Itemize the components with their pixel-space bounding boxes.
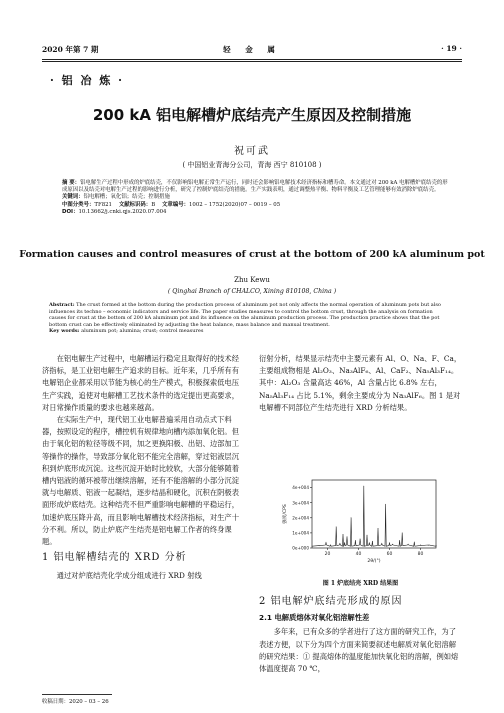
xrd-data-point [343, 534, 344, 535]
article-number: 1002 – 1752(2020)07 – 0019 – 05 [189, 201, 281, 208]
plot-frame [312, 480, 436, 548]
class-code: TF821 [94, 201, 112, 208]
class-label: 中图分类号： [62, 201, 95, 208]
right-para-1: 衍射分析，结果显示结壳中主要元素有 Al、O、Na、F、Ca，主要组成物相是 Al₂O₃、Na₃AlF₆、Al、CaF₂、Na₅Al₃F₁₄。其中：Al₂O₃ 含量高达 46%，Al 含量占比 6.8% 左右，Na₅Al₃F₁₄ 占比 5.1%，剩余主要成分为 Na₃AlF₆。图 1 是对电解槽不同部位产生结壳进行 XRD 分析结果。 [259, 354, 462, 412]
header-rule-bottom [42, 61, 462, 62]
xrd-data-point [351, 517, 352, 518]
xrd-data-point [360, 539, 361, 540]
x-tick-label: 60 [386, 552, 393, 557]
keywords-en: aluminum pot; alumina; crust; control measures [81, 328, 204, 335]
xrd-data-point [355, 540, 356, 541]
y-axis-label: 强度/CPS [283, 504, 288, 524]
keywords-cn-label: 关键词： [62, 194, 84, 201]
xrd-data-point [319, 545, 320, 546]
y-tick-label: 4e+004 [292, 485, 309, 491]
xrd-data-point [336, 526, 337, 527]
xrd-data-point [389, 542, 390, 543]
xrd-data-point [363, 486, 364, 487]
xrd-data-point [420, 545, 421, 546]
doi-label: DOI： [62, 208, 79, 215]
doccode-label: 文献标识码： [118, 201, 152, 208]
left-column [42, 353, 245, 583]
article-label: 文章编号： [162, 201, 189, 208]
xrd-series-line [312, 486, 437, 546]
figure-caption: 图 1 炉底结壳 XRD 结果图 [322, 580, 399, 587]
doccode: B [151, 201, 156, 208]
xrd-data-point [312, 546, 313, 547]
abstract-cn [62, 180, 450, 216]
xrd-data-point [399, 540, 400, 541]
y-tick-label: 0e+000 [292, 545, 309, 551]
xrd-data-point [344, 542, 345, 543]
abstract-en-text: The crust formed at the bottom during the production process of aluminum pot not only affects the normal operation of aluminum pots but also influences its techno – economic indicators and service life. The paper studies measures to control the bottom crust, through the analysis on formation causes for crust at the bottom of 200 kA aluminum pot and its influence on the aluminum production process. The production practice shows that the pot bottom crust can be effectively eliminated by adjusting the heat balance, mass balance and manual treatment. [49, 302, 441, 328]
right-column-bottom [259, 596, 462, 675]
xrd-data-point [392, 544, 393, 545]
xrd-data-point [340, 543, 341, 544]
header-rule-top [42, 59, 462, 60]
xrd-data-point [414, 542, 415, 543]
footnote-rule [42, 694, 112, 695]
journal-name: 轻 金 属 [223, 45, 281, 54]
x-tick-label: 20 [324, 552, 331, 557]
xrd-data-point [326, 542, 327, 543]
keywords-en-label: Key words: [49, 328, 80, 335]
xrd-data-point [381, 543, 382, 544]
xrd-chart [278, 474, 446, 570]
y-tick-label: 3e+004 [292, 500, 309, 506]
section-tag: · 铝 冶 炼 · [50, 74, 124, 87]
doi: 10.13662/j.cnki.qjs.2020.07.004 [78, 208, 167, 215]
xrd-data-point [378, 528, 379, 529]
received-date: 收稿日期：2020 – 03 – 26 [42, 699, 109, 705]
author-en: Zhu Kewu [234, 276, 270, 284]
x-tick-label: 40 [355, 552, 362, 557]
abstract-cn-label: 摘 要： [62, 180, 81, 186]
running-header [42, 44, 462, 58]
right-para-2: 多年来，已有众多的学者进行了这方面的研究工作，为了表述方便，以下分为四个方面来简要叙述电解质对氧化铝溶解的研究结果：① 提高熔体的温度能加快氧化铝的溶解，例如熔体温度提高 70 ℃， [259, 627, 459, 674]
xrd-data-point [372, 541, 373, 542]
page-number: · 19 · [441, 44, 462, 53]
section-1-heading: 1 铝电解槽结壳的 XRD 分析 [42, 552, 187, 564]
xrd-data-point [385, 504, 386, 505]
x-tick-label: 80 [417, 552, 424, 557]
xrd-data-point [347, 536, 348, 537]
left-para-3: 通过对炉底结壳化学成分组成进行 XRD 射线 [56, 571, 202, 581]
xrd-data-point [436, 545, 437, 546]
x-axis-label: 2θ/(°) [367, 559, 381, 564]
section-2-heading: 2 铝电解炉底结壳形成的原因 [259, 596, 403, 607]
keywords-cn: 铝电解槽；氧化铝；结壳；控制措施 [83, 194, 170, 201]
xrd-data-point [402, 533, 403, 534]
xrd-data-point [408, 544, 409, 545]
section-2-1-heading: 2.1 电解质熔体对氧化铝溶解性差 [259, 613, 370, 623]
abstract-en [49, 302, 449, 335]
affiliation-cn: ( 中国铝业青海分公司，青海 西宁 810108 ) [182, 161, 322, 169]
abstract-en-label: Abstract: [49, 302, 75, 308]
title-cn: 200 kA 铝电解槽炉底结壳产生原因及控制措施 [92, 106, 412, 124]
title-en-text: Formation causes and control measures of crust at the bottom of 200 kA aluminum pot [19, 249, 485, 260]
affiliation-en: ( Qinghai Branch of CHALCO, Xining 810108, China ) [167, 288, 337, 295]
author-cn: 祝可武 [234, 146, 270, 157]
xrd-data-point [428, 545, 429, 546]
right-column-top [259, 353, 462, 414]
xrd-data-point [369, 542, 370, 543]
xrd-data-point [367, 535, 368, 536]
left-para-1: 在铝电解生产过程中，电解槽运行稳定且取得好的技术经济指标，是工业铝电解生产追求的目标。近年来，几乎所有有电解铝企业都采用以节能为核心的生产模式，积极探索低电压生产实践，追使对电解槽工艺技术条件的选定提出更高要求，对日常操作质量的要求也越来越高。 [42, 354, 240, 412]
xrd-data-point [330, 545, 331, 546]
issue-label: 2020 年第 7 期 [42, 45, 99, 54]
xrd-figure [278, 474, 446, 570]
y-tick-label: 1e+004 [292, 530, 309, 536]
abstract-cn-text: 铝电解生产过程中形成的炉底结壳，不仅影响铝电解正常生产运行，同时还会影响铝电解技术经济指标和槽寿命。本文通过对 200 kA 电解槽炉底结壳的形成原因以及结壳对电解生产过程的影响进行分析，研究了控制炉底结壳的措施。生产实践表明，通过调整热平衡、物料平衡及工艺管理能够有效消除炉底结壳。 [62, 180, 448, 194]
title-en [0, 249, 504, 261]
left-para-2: 在实际生产中，现代铝工业电解普遍采用自动点式下料器，按照设定的程序，槽控机有规律地向槽内添加氧化铝。但由于氧化铝的粒径等级不同，加之更换阳极、出铝、边部加工等操作的操作，导致部分氧化铝不能完全溶解，穿过铝液层沉积到炉底形成沉淀。这些沉淀开始时比较软，大部分能够随着槽内铝液的循环被带出继续溶解，还有不能溶解的小部分沉淀就与电解质、铝液一起凝结，逐步结晶和硬化，沉积在阴极表面形成炉底结壳。这种结壳不但严重影响电解槽的平稳运行，加速炉底压降升高，而且影响电解槽技术经济指标，对生产十分不利。所以，防止炉底产生结壳是铝电解工作者的终身课题。 [42, 415, 240, 547]
y-tick-label: 2e+004 [292, 515, 309, 521]
